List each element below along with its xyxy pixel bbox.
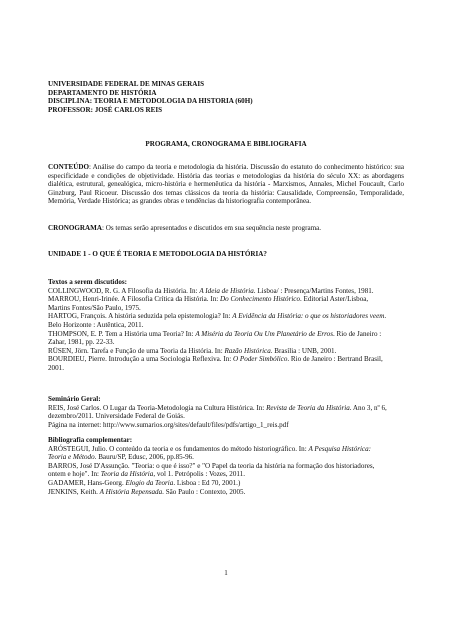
bibliography-line bbox=[48, 445, 404, 454]
department-name: DEPARTAMENTO DE HISTÓRIA bbox=[48, 88, 157, 97]
bibliography-line bbox=[48, 412, 404, 421]
work-title: A Ideia de História bbox=[199, 286, 254, 295]
work-title: Revista de Teoria da História bbox=[266, 403, 350, 412]
cronograma-paragraph bbox=[48, 224, 404, 233]
bibliography-entry bbox=[48, 355, 404, 372]
citation-text: . Rio de Janeiro : bbox=[333, 329, 382, 338]
cronograma-text: : Os temas serão apresentados e discutidos em sua sequência neste programa. bbox=[102, 224, 322, 232]
work-title: Teoria e Método bbox=[48, 453, 95, 462]
citation-text: MARROU, Henri-Irinée. A Filosofia Crítica da História. In: bbox=[48, 295, 220, 304]
seminario-heading: Seminário Geral: bbox=[48, 395, 101, 403]
university-name: UNIVERSIDADE FEDERAL DE MINAS GERAIS bbox=[48, 80, 205, 88]
textos-list bbox=[48, 287, 404, 373]
bibliography-line bbox=[48, 287, 404, 296]
citation-text: . bbox=[384, 312, 387, 321]
unit-1-section bbox=[48, 250, 404, 259]
work-title: Elogio da Teoria bbox=[125, 478, 174, 487]
citation-text: Martins Fontes/São Paulo, 1975. bbox=[48, 303, 141, 312]
citation-text: dezembro/2011. Universidade Federal de Goiás. bbox=[48, 412, 185, 421]
citation-text: Página na internet: http://www.sumarios.org/sites/default/files/pdfs/artigo_1_reis.pdf bbox=[48, 420, 289, 429]
bibliography-line bbox=[48, 330, 404, 339]
conteudo-label: CONTEÚDO bbox=[48, 163, 89, 171]
citation-text: Belo Horizonte : Autêntica, 2011. bbox=[48, 320, 144, 329]
bibliography-line bbox=[48, 312, 404, 321]
bibliography-line bbox=[48, 421, 404, 430]
textos-section bbox=[48, 278, 404, 373]
citation-text: GADAMER, Hans-Georg. bbox=[48, 478, 126, 487]
textos-heading: Textos a serem discutidos: bbox=[48, 278, 128, 286]
work-title: A História Repensada bbox=[99, 487, 163, 496]
citation-text: RÜSEN, Jörn. Tarefa e Função de uma Teoria da História. In: bbox=[48, 346, 225, 355]
bibliography-entry bbox=[48, 287, 404, 296]
work-title: A Evidência da História: o que os historiadores veem bbox=[232, 312, 385, 321]
citation-text: COLLINGWOOD, R. G. A Filosofia da História. In: bbox=[48, 286, 200, 295]
citation-text: . Lisboa : Ed 70, 2001.) bbox=[173, 478, 241, 487]
bibliography-line bbox=[48, 364, 404, 373]
work-title: O Poder Simbólico bbox=[232, 355, 288, 364]
citation-text: Zahar, 1981, pp. 22-33. bbox=[48, 338, 115, 347]
work-title: Razão Histórica bbox=[224, 346, 271, 355]
bibliography-line bbox=[48, 321, 404, 330]
work-title: Do Conhecimento Histórico bbox=[220, 295, 300, 304]
professor-name: PROFESSOR: JOSÉ CARLOS REIS bbox=[48, 105, 163, 114]
unit-1-title: UNIDADE 1 - O QUE É TEORIA E METODOLOGIA DA HISTÓRIA? bbox=[48, 250, 267, 258]
bibliography-entry bbox=[48, 330, 404, 347]
work-title: A Miséria da Teoria Ou Um Planetário de Erros bbox=[195, 329, 333, 338]
bibliography-line bbox=[48, 470, 404, 479]
complementar-heading: Bibliografia complementar: bbox=[48, 436, 133, 444]
citation-text: REIS, José Carlos. O Lugar da Teoria-Metodologia na Cultura Histórica. In: bbox=[48, 403, 267, 412]
seminario-section bbox=[48, 395, 404, 429]
complementar-list bbox=[48, 445, 404, 497]
bibliography-entry bbox=[48, 347, 404, 356]
citation-text: BOURDIEU, Pierre. Introdução a uma Sociologia Reflexiva. In: bbox=[48, 355, 233, 364]
citation-text: 2001. bbox=[48, 363, 64, 372]
bibliography-line bbox=[48, 304, 404, 313]
document-header bbox=[48, 80, 404, 114]
document-title-block bbox=[48, 140, 404, 149]
citation-text: ontem e hoje". In: bbox=[48, 470, 101, 479]
citation-text: BARROS, José D'Assunção. "Teoria: o que é isso?" e "O Papel da teoria da história na formação dos historiadores, bbox=[48, 461, 375, 470]
page-number: 1 bbox=[224, 569, 228, 577]
document-title: PROGRAMA, CRONOGRAMA E BIBLIOGRAFIA bbox=[145, 140, 307, 148]
bibliography-line bbox=[48, 479, 404, 488]
citation-text: . Ano 3, nº 6, bbox=[349, 403, 387, 412]
citation-text: ARÓSTEGUI, Julio. O conteúdo da teoria e os fundamentos do método historiográfico. In: bbox=[48, 444, 309, 453]
bibliography-line bbox=[48, 453, 404, 462]
cronograma-label: CRONOGRAMA bbox=[48, 224, 102, 232]
bibliography-line bbox=[48, 347, 404, 356]
work-title: A Pesquisa Histórica: bbox=[308, 444, 371, 453]
citation-text: JENKINS, Keith. bbox=[48, 487, 100, 496]
bibliography-entry bbox=[48, 312, 404, 329]
citation-text: . São Paulo : Contexto, 2005. bbox=[162, 487, 246, 496]
citation-text: THOMPSON, E. P. Tem a História uma Teoria? In: bbox=[48, 329, 196, 338]
citation-text: . Bauru/SP, Edusc, 2006, pp.85-96. bbox=[94, 453, 194, 462]
discipline-name: DISCIPLINA: TEORIA E METODOLOGIA DA HISTORIA (60H) bbox=[48, 97, 253, 106]
citation-text: . Editorial Aster/Lisboa, bbox=[300, 295, 369, 304]
bibliography-line bbox=[48, 488, 404, 497]
bibliography-entry bbox=[48, 295, 404, 312]
citation-text: . Rio de Janeiro : Bertrand Brasil, bbox=[287, 355, 383, 364]
conteudo-text: : Análise do campo da teoria e metodologia da história. Discussão do estatuto do conhecimento histórico: sua especificidade e condições de objetividade. História das teorias e metodologias da história do século XX: as abordagens dialética, estrutural, genealógica, micro-história e hermenêutica da história - Marxismos, Annales, Michel Foucault, Carlo Ginzburg, Paul Ricoeur. Discussão dos temas clássicos da teoria da história: Causalidade, Compreensão, Temporalidade, Memória, Verdade Histórica; as grandes obras e tendências da historiografia contemporânea. bbox=[48, 163, 404, 206]
conteudo-paragraph bbox=[48, 163, 404, 206]
seminario-list bbox=[48, 404, 404, 430]
citation-text: . Lisboa/ : Presença/Martins Fontes, 1981. bbox=[253, 286, 374, 295]
complementar-section bbox=[48, 436, 404, 496]
bibliography-line bbox=[48, 295, 404, 304]
citation-text: . Brasília : UNB, 2001. bbox=[270, 346, 337, 355]
citation-text: , vol 1. Petrópolis : Vozes, 2011. bbox=[153, 470, 246, 479]
bibliography-line bbox=[48, 355, 404, 364]
bibliography-line bbox=[48, 404, 404, 413]
bibliography-line bbox=[48, 338, 404, 347]
bibliography-line bbox=[48, 462, 404, 471]
work-title: Teoria da História bbox=[100, 470, 154, 479]
citation-text: HARTOG, François. A história seduzida pela epistemologia? In: bbox=[48, 312, 233, 321]
